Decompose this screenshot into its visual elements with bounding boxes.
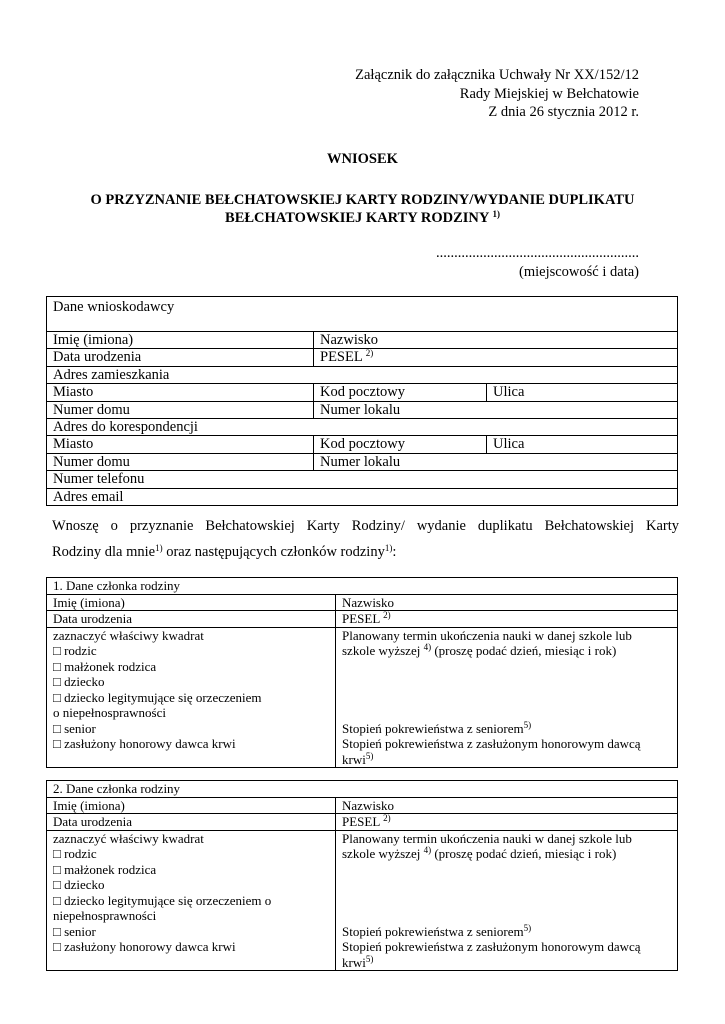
applicant-birth-date-field[interactable]: Data urodzenia [47, 349, 314, 366]
header-line-1: Załącznik do załącznika Uchwały Nr XX/152/12 [355, 67, 639, 83]
applicant-corr-flat-no-field[interactable]: Numer lokalu [314, 453, 678, 470]
member-1-check-label: zaznaczyć właściwy kwadrat [53, 627, 204, 643]
applicant-first-name-field[interactable]: Imię (imiona) [47, 332, 314, 349]
request-line-2c: : [392, 544, 397, 560]
member-2-pesel-label: PESEL [342, 814, 380, 829]
member-2-kin-donor-footnote: 5) [365, 953, 374, 964]
member-1-first-name-field[interactable]: Imię (imiona) [47, 594, 336, 611]
member-2-check-label: zaznaczyć właściwy kwadrat [53, 830, 204, 846]
document-subtitle [40, 191, 685, 227]
member-2-school-line-1: Planowany termin ukończenia nauki w danej szkole lub [342, 830, 632, 846]
member-1-option-spouse[interactable]: □ małżonek rodzica [53, 658, 157, 674]
member-1-table [46, 577, 678, 768]
member-2-kin-senior-footnote: 5) [523, 922, 532, 933]
member-2-details[interactable] [336, 830, 678, 971]
applicant-postal-field[interactable]: Kod pocztowy [314, 384, 487, 401]
header-line-2: Rady Miejskiej w Bełchatowie [459, 85, 639, 102]
applicant-phone-field[interactable]: Numer telefonu [47, 471, 678, 488]
attachment-header [355, 66, 639, 122]
member-1-school-hint: (proszę podać dzień, miesiąc i rok) [431, 643, 617, 658]
applicant-city-field[interactable]: Miasto [47, 384, 314, 401]
member-2-kin-donor: Stopień pokrewieństwa z zasłużonym honorowym dawcą [342, 939, 641, 954]
place-date-dots: ........................................................ [436, 245, 639, 261]
applicant-pesel-field[interactable] [314, 349, 678, 366]
member-2-school-hint: (proszę podać dzień, miesiąc i rok) [431, 846, 617, 861]
member-1-kin-senior [342, 721, 671, 737]
request-line-2a: Rodziny dla mnie [52, 544, 156, 560]
document-title: WNIOSEK [327, 151, 398, 167]
member-1-section-title: 1. Dane członka rodziny [47, 578, 678, 595]
applicant-corr-house-no-field[interactable]: Numer domu [47, 453, 314, 470]
member-2-kin-donor-cont [342, 955, 671, 971]
member-1-school-footnote: 4) [423, 642, 432, 652]
member-1-pesel-label: PESEL [342, 611, 380, 626]
member-1-pesel-footnote: 2) [383, 610, 391, 620]
header-line-3: Z dnia 26 stycznia 2012 r. [488, 104, 639, 120]
member-1-kin-donor-text: krwi [342, 751, 366, 767]
member-2-first-name-field[interactable]: Imię (imiona) [47, 797, 336, 814]
applicant-address-heading: Adres zamieszkania [47, 366, 678, 383]
member-2-kin-donor-text: krwi [342, 954, 366, 970]
member-2-option-spouse[interactable]: □ małżonek rodzica [53, 861, 157, 877]
request-footnote-1: 1) [155, 543, 163, 553]
member-2-kin-senior-text: Stopień pokrewieństwa z seniorem [342, 923, 524, 939]
member-2-option-senior[interactable]: □ senior [53, 923, 96, 939]
member-1-option-parent[interactable]: □ rodzic [53, 643, 97, 658]
applicant-corr-postal-field[interactable]: Kod pocztowy [314, 436, 487, 453]
applicant-email-field[interactable]: Adres email [47, 488, 678, 505]
member-1-birth-date-field[interactable]: Data urodzenia [47, 611, 336, 628]
member-1-option-child[interactable]: □ dziecko [53, 674, 105, 689]
place-date-field[interactable] [436, 244, 639, 282]
member-2-last-name-field[interactable]: Nazwisko [336, 797, 678, 814]
member-1-kin-donor-cont [342, 752, 671, 768]
subtitle-line-2-text: BEŁCHATOWSKIEJ KARTY RODZINY [225, 210, 489, 226]
applicant-flat-no-field[interactable]: Numer lokalu [314, 401, 678, 418]
applicant-pesel-footnote: 2) [365, 348, 374, 359]
member-2-option-donor[interactable]: □ zasłużony honorowy dawca krwi [53, 939, 236, 954]
member-1-option-senior[interactable]: □ senior [53, 720, 96, 736]
applicant-corr-address-heading: Adres do korespondencji [47, 418, 678, 435]
member-1-kin-senior-footnote: 5) [523, 719, 532, 730]
member-2-option-disabled-child-cont: niepełnosprawności [53, 908, 157, 923]
member-2-option-disabled-child[interactable]: □ dziecko legitymujące się orzeczeniem o [53, 892, 272, 908]
member-1-relation-options [47, 627, 336, 768]
applicant-street-field[interactable]: Ulica [487, 384, 678, 401]
member-2-school-footnote: 4) [423, 845, 432, 855]
member-1-details[interactable] [336, 627, 678, 768]
applicant-section-title: Dane wnioskodawcy [47, 297, 678, 332]
member-2-school-space [342, 862, 671, 924]
request-line-1: Wnoszę o przyznanie Bełchatowskiej Karty Rodziny/ wydanie duplikatu Bełchatowskiej Karty [52, 518, 679, 534]
member-2-school-text: szkole wyższej [342, 846, 421, 861]
member-1-last-name-field[interactable]: Nazwisko [336, 594, 678, 611]
member-2-birth-date-field[interactable]: Data urodzenia [47, 814, 336, 831]
applicant-table [46, 296, 678, 506]
request-footnote-2: 1) [384, 543, 393, 553]
member-2-school-line-2 [342, 846, 671, 862]
applicant-corr-street-field[interactable]: Ulica [487, 436, 678, 453]
member-1-school-text: szkole wyższej [342, 643, 421, 658]
place-date-label: (miejscowość i data) [519, 264, 639, 280]
member-2-option-child[interactable]: □ dziecko [53, 877, 105, 892]
member-2-section-title: 2. Dane członka rodziny [47, 781, 678, 798]
member-1-kin-donor-footnote: 5) [365, 750, 374, 761]
member-1-school-line-2 [342, 643, 671, 659]
request-paragraph [52, 513, 679, 565]
request-line-2b: oraz następujących członków rodziny [162, 544, 385, 560]
subtitle-line-1: O PRZYZNANIE BEŁCHATOWSKIEJ KARTY RODZINY/WYDANIE DUPLIKATU [90, 192, 635, 208]
member-2-kin-senior [342, 924, 671, 940]
member-1-kin-senior-text: Stopień pokrewieństwa z seniorem [342, 720, 524, 736]
member-2-relation-options [47, 830, 336, 971]
member-1-option-disabled-child[interactable]: □ dziecko legitymujące się orzeczeniem [53, 689, 262, 705]
member-1-option-disabled-child-cont: o niepełnosprawności [53, 705, 167, 720]
member-2-option-parent[interactable]: □ rodzic [53, 846, 97, 861]
applicant-house-no-field[interactable]: Numer domu [47, 401, 314, 418]
subtitle-line-2 [40, 209, 685, 227]
subtitle-footnote: 1) [492, 209, 500, 219]
member-2-pesel-footnote: 2) [383, 813, 391, 823]
applicant-pesel-label: PESEL [320, 349, 363, 366]
applicant-last-name-field[interactable]: Nazwisko [314, 332, 678, 349]
member-1-option-donor[interactable]: □ zasłużony honorowy dawca krwi [53, 736, 236, 751]
member-1-pesel-field[interactable] [336, 611, 678, 628]
member-1-school-space [342, 659, 671, 721]
member-2-table [46, 780, 678, 971]
member-1-kin-donor: Stopień pokrewieństwa z zasłużonym honorowym dawcą [342, 736, 641, 751]
member-2-pesel-field[interactable] [336, 814, 678, 831]
member-1-school-line-1: Planowany termin ukończenia nauki w danej szkole lub [342, 627, 632, 643]
applicant-corr-city-field[interactable]: Miasto [47, 436, 314, 453]
